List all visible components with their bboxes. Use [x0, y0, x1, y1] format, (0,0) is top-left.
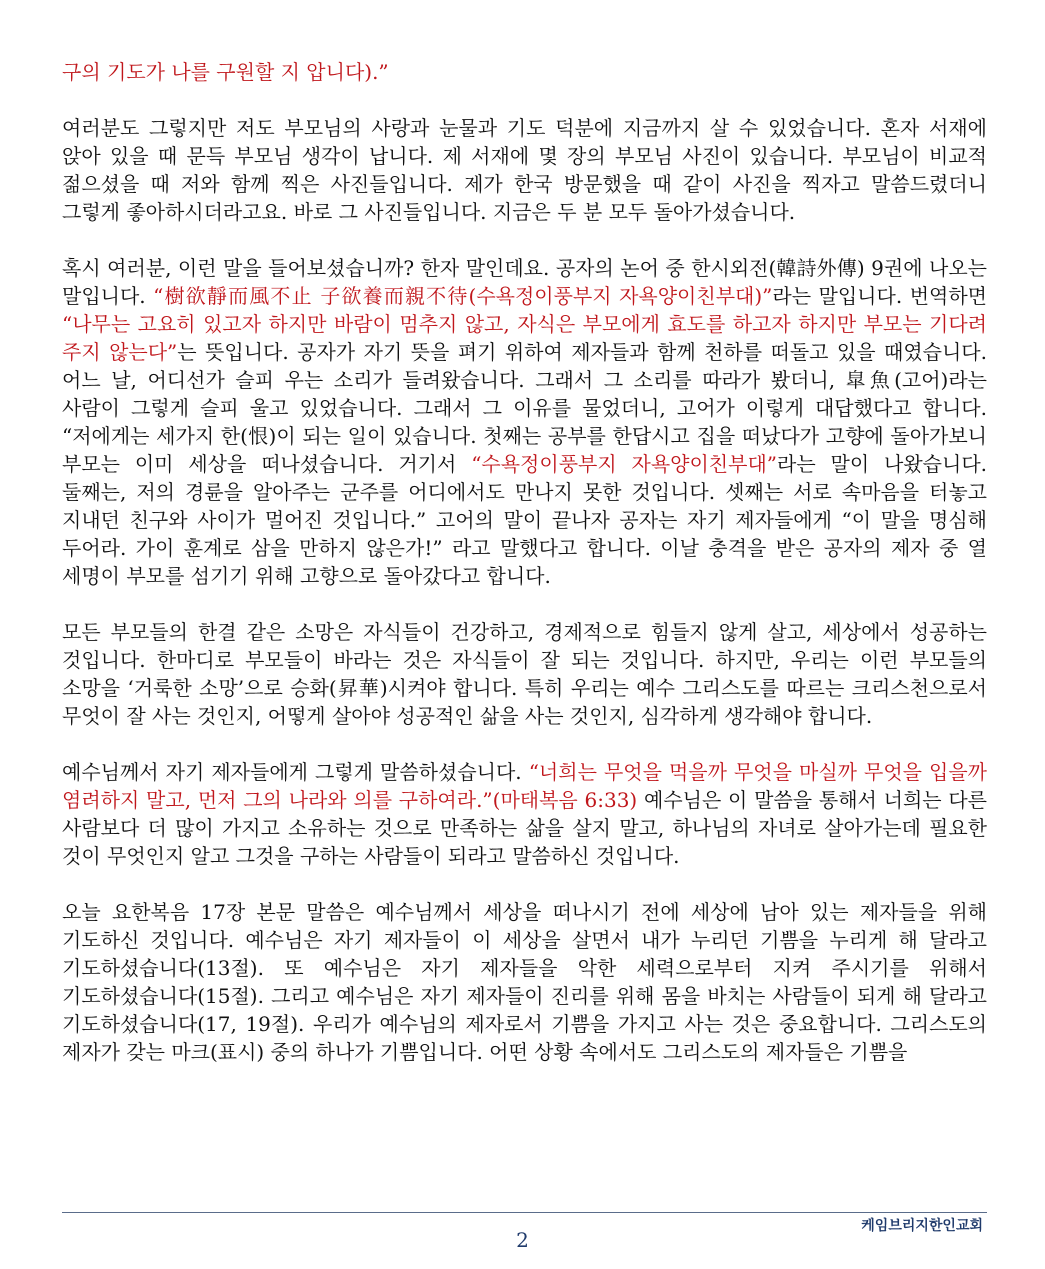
matthew-verse: “너희는 무엇을 먹을까 무엇을 마실까 무엇을 입을까 염려하지 말고, 먼저 그의 나라와 의를 구하여라.”(마태복음 6:33) — [62, 760, 988, 812]
story-text-2: 라는 말입니다. 번역하면 — [772, 284, 987, 308]
proverb-reading: “수욕정이풍부지 자욕양이친부대” — [471, 452, 777, 476]
matthew-explanation: 예수님은 이 말씀을 통해서 너희는 다른 사람보다 더 많이 가지고 소유하는 것으로 만족하는 삶을 살지 말고, 하나님의 자녀로 살아가는데 필요한 것이 무엇인지 알고 그것을 구하는 사람들이 되라고 말씀하신 것입니다. — [62, 788, 987, 868]
paragraph-confucius-story — [62, 254, 987, 590]
footer-divider — [62, 1212, 987, 1213]
church-name: 케임브리지한인교회 — [861, 1218, 983, 1234]
paragraph-matthew-quote — [62, 758, 987, 870]
matthew-intro: 예수님께서 자기 제자들에게 그렇게 말씀하셨습니다. — [62, 760, 529, 784]
quote-end-text: 구의 기도가 나를 구원할 지 압니다).” — [62, 60, 389, 84]
paragraph-parents-hope: 모든 부모들의 한결 같은 소망은 자식들이 건강하고, 경제적으로 힘들지 않게 살고, 세상에서 성공하는 것입니다. 한마디로 부모들이 바라는 것은 자식들이 잘 되는 것입니다. 하지만, 우리는 이런 부모들의 소망을 ‘거룩한 소망’으로 승화(昇華)시켜야 합니다. 특히 우리는 예수 그리스도를 따르는 크리스천으로서 무엇이 잘 사는 것인지, 어떻게 살아야 성공적인 삶을 사는 것인지, 심각하게 생각해야 합니다. — [62, 620, 987, 728]
proverb-hanja: “樹欲靜而風不止 子欲養而親不待(수욕정이풍부지 자욕양이친부대)” — [153, 284, 773, 308]
paragraph-quote-end — [62, 58, 987, 86]
page-number: 2 — [516, 1228, 529, 1252]
paragraph-parents-photos: 여러분도 그렇지만 저도 부모님의 사랑과 눈물과 기도 덕분에 지금까지 살 수 있었습니다. 혼자 서재에 앉아 있을 때 문득 부모님 생각이 납니다. 제 서재에 몇 장의 부모님 사진이 있습니다. 부모님이 비교적 젊으셨을 때 저와 함께 찍은 사진들입니다. 제가 한국 방문했을 때 같이 사진을 찍자고 말씀드렸더니 그렇게 좋아하시더라고요. 바로 그 사진들입니다. 지금은 두 분 모두 돌아가셨습니다. — [62, 116, 987, 224]
story-text-4: 라는 말이 나왔습니다. 둘째는, 저의 경륜을 알아주는 군주를 어디에서도 만나지 못한 것입니다. 셋째는 서로 속마음을 터놓고 지내던 친구와 사이가 멀어진 것입니다.” 고어의 말이 끝나자 공자는 자기 제자들에게 “이 말을 명심해 두어라. 가이 훈계로 삼을 만하지 않은가!” 라고 말했다고 합니다. 이날 충격을 받은 공자의 제자 중 열 세명이 부모를 섬기기 위해 고향으로 돌아갔다고 합니다. — [62, 452, 987, 588]
story-text-1: 혹시 여러분, 이런 말을 들어보셨습니까? 한자 말인데요. 공자의 논어 중 한시외전(韓詩外傳) 9권에 나오는 말입니다. — [62, 256, 987, 308]
proverb-translation: “나무는 고요히 있고자 하지만 바람이 멈추지 않고, 자식은 부모에게 효도를 하고자 하지만 부모는 기다려 주지 않는다” — [62, 312, 987, 364]
story-text-3: 는 뜻입니다. 공자가 자기 뜻을 펴기 위하여 제자들과 함께 천하를 떠돌고 있을 때였습니다. 어느 날, 어디선가 슬피 우는 소리가 들려왔습니다. 그래서 그 소리를 따라가 봤더니, 皐魚(고어)라는 사람이 그렇게 슬피 울고 있었습니다. 그래서 그 이유를 물었더니, 고어가 이렇게 대답했다고 합니다. “저에게는 세가지 한(恨)이 되는 일이 있습니다. 첫째는 공부를 한답시고 집을 떠났다가 고향에 돌아가보니 부모는 이미 세상을 떠나셨습니다. 거기서 — [62, 340, 987, 476]
paragraph-john-17: 오늘 요한복음 17장 본문 말씀은 예수님께서 세상을 떠나시기 전에 세상에 남아 있는 제자들을 위해 기도하신 것입니다. 예수님은 자기 제자들이 이 세상을 살면서 내가 누리던 기쁨을 누리게 해 달라고 기도하셨습니다(13절). 또 예수님은 자기 제자들을 악한 세력으로부터 지켜 주시기를 위해서 기도하셨습니다(15절). 그리고 예수님은 자기 제자들이 진리를 위해 몸을 바치는 사람들이 되게 해 달라고 기도하셨습니다(17, 19절). 우리가 예수님의 제자로서 기쁨을 가지고 사는 것은 중요합니다. 그리스도의 제자가 갖는 마크(표시) 중의 하나가 기쁨입니다. 어떤 상황 속에서도 그리스도의 제자들은 기쁨을 — [62, 900, 987, 1064]
